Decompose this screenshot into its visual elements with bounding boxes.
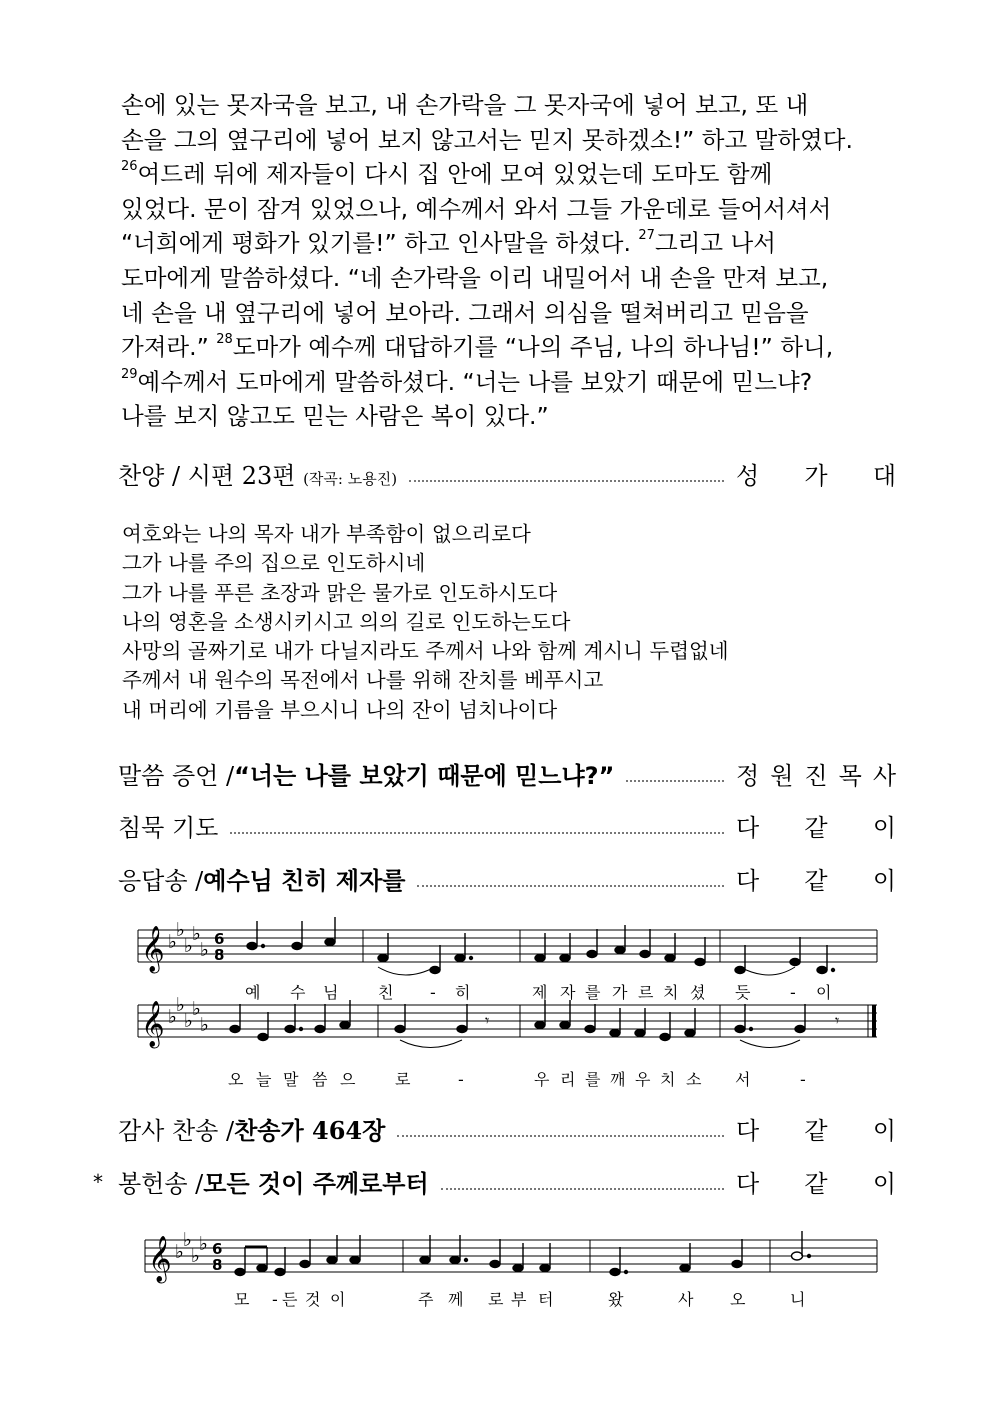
offering-lyrics bbox=[234, 1290, 805, 1309]
performer-char: 원 bbox=[770, 761, 794, 790]
scripture-text: 손을 그의 옆구리에 넣어 보지 않고서는 믿지 못하겠소!” 하고 말하였다. bbox=[121, 125, 853, 154]
svg-text:왔: 왔 bbox=[608, 1290, 624, 1309]
svg-text:것: 것 bbox=[305, 1290, 321, 1309]
svg-text:자: 자 bbox=[560, 983, 576, 1002]
scripture-text: 손에 있는 못자국을 보고, 내 손가락을 그 못자국에 넣어 보고, 또 내 bbox=[121, 91, 809, 119]
svg-text:이: 이 bbox=[330, 1290, 346, 1309]
svg-text:를: 를 bbox=[585, 1070, 601, 1089]
performer-char: 성 bbox=[736, 461, 760, 490]
performer-char: 다 bbox=[736, 813, 760, 842]
response-lyrics-line-2 bbox=[228, 1070, 806, 1089]
order-row-thanks-hymn bbox=[118, 1108, 896, 1148]
response-song-score bbox=[0, 905, 992, 1105]
svg-text:모: 모 bbox=[234, 1290, 250, 1309]
scripture-text: 나를 보지 않고도 믿는 사람은 복이 있다.” bbox=[121, 402, 549, 431]
svg-text:치: 치 bbox=[663, 983, 679, 1002]
svg-text:♭: ♭ bbox=[199, 1233, 208, 1255]
notes-system-2 bbox=[230, 1000, 805, 1041]
svg-text:♭: ♭ bbox=[176, 919, 185, 941]
time-signature-bottom: 8 bbox=[214, 946, 225, 964]
svg-text:셨: 셨 bbox=[690, 983, 706, 1002]
response-title: 예수님 친히 제자를 bbox=[203, 865, 406, 895]
psalm-line: 사망의 골짜기로 내가 다닐지라도 주께서 나와 함께 계시니 두렵없네 bbox=[122, 639, 729, 664]
svg-text:든: 든 bbox=[282, 1290, 298, 1309]
svg-text:♭: ♭ bbox=[191, 1245, 200, 1267]
sermon-preacher bbox=[736, 756, 896, 791]
scripture-line-9 bbox=[121, 365, 881, 400]
svg-text:를: 를 bbox=[585, 983, 601, 1002]
verse-number: 27 bbox=[638, 228, 655, 244]
scripture-line-7 bbox=[121, 296, 881, 331]
verse-number: 29 bbox=[121, 366, 138, 382]
svg-text:말: 말 bbox=[283, 1070, 299, 1089]
performer-char: 가 bbox=[804, 461, 828, 490]
svg-text:부: 부 bbox=[511, 1290, 527, 1309]
scripture-line-3 bbox=[121, 157, 881, 192]
svg-text:히: 히 bbox=[455, 983, 471, 1002]
scripture-text: 가져라.” bbox=[121, 333, 217, 362]
treble-clef-icon: 𝄞 bbox=[148, 1236, 172, 1282]
performer-char: 같 bbox=[804, 813, 828, 842]
treble-clef-icon: 𝄞 bbox=[141, 1001, 165, 1047]
svg-text:♭: ♭ bbox=[168, 1006, 177, 1028]
performer-char: 다 bbox=[736, 1169, 760, 1198]
svg-text:듯: 듯 bbox=[735, 983, 751, 1002]
svg-text:-: - bbox=[800, 1070, 806, 1089]
svg-text:치: 치 bbox=[660, 1070, 676, 1089]
performer-char: 이 bbox=[872, 813, 896, 842]
leader-dots bbox=[409, 480, 724, 482]
svg-text:제: 제 bbox=[532, 983, 548, 1002]
svg-text:우: 우 bbox=[635, 1070, 651, 1089]
notes-offering bbox=[235, 1231, 811, 1276]
svg-text:♭: ♭ bbox=[184, 1010, 193, 1032]
response-performer bbox=[736, 861, 896, 896]
svg-text:♭: ♭ bbox=[175, 1241, 184, 1263]
key-signature-flats bbox=[168, 919, 209, 1036]
svg-text:르: 르 bbox=[638, 983, 654, 1002]
performer-char: 다 bbox=[736, 866, 760, 895]
svg-text:로: 로 bbox=[395, 1070, 411, 1089]
verse-number: 28 bbox=[216, 332, 233, 348]
anthem-performer bbox=[736, 456, 896, 491]
svg-text:이: 이 bbox=[816, 983, 832, 1002]
response-lyrics-line-1 bbox=[245, 983, 831, 1002]
svg-text:♭: ♭ bbox=[184, 935, 193, 957]
key-signature-flats bbox=[175, 1229, 208, 1267]
leader-dots bbox=[397, 1135, 724, 1137]
thanks-hymn-label: 감사 찬송 / bbox=[118, 1116, 235, 1145]
svg-text:수: 수 bbox=[290, 983, 306, 1002]
svg-text:으: 으 bbox=[340, 1070, 356, 1089]
time-signature-bottom: 8 bbox=[212, 1256, 223, 1274]
scripture-line-8 bbox=[121, 330, 881, 365]
svg-text:오: 오 bbox=[730, 1290, 746, 1309]
offering-label: 봉헌송 / bbox=[118, 1169, 204, 1198]
verse-number: 26 bbox=[121, 159, 138, 175]
scripture-text: 여드레 뒤에 제자들이 다시 집 안에 모여 있었는데 도마도 함께 bbox=[137, 160, 773, 189]
performer-char: 이 bbox=[872, 1169, 896, 1198]
scripture-text: 도마가 예수께 대답하기를 “나의 주님, 나의 하나님!” 하니, bbox=[232, 333, 834, 362]
svg-text:가: 가 bbox=[612, 983, 628, 1002]
scripture-line-6 bbox=[121, 261, 881, 296]
order-row-anthem bbox=[118, 453, 896, 493]
performer-char: 목 bbox=[838, 761, 862, 790]
scripture-line-4 bbox=[121, 192, 881, 227]
anthem-label: 찬양 / 시편 23편 bbox=[118, 461, 296, 490]
thanks-hymn-title: 찬송가 464장 bbox=[234, 1115, 386, 1145]
performer-char: 사 bbox=[872, 761, 896, 790]
performer-char: 같 bbox=[804, 1116, 828, 1145]
psalm-line: 내 머리에 기름을 부으시니 나의 잔이 넘치나이다 bbox=[122, 697, 558, 722]
leader-dots bbox=[230, 832, 724, 834]
psalm-line: 여호와는 나의 목자 내가 부족함이 없으리로다 bbox=[122, 522, 531, 546]
svg-text:주: 주 bbox=[418, 1290, 434, 1309]
svg-text:예: 예 bbox=[245, 983, 261, 1002]
anthem-composer-note: (작곡: 노용진) bbox=[303, 469, 398, 488]
leader-dots bbox=[626, 780, 724, 782]
prayer-label: 침묵 기도 bbox=[118, 813, 219, 842]
sermon-label: 말씀 증언 / bbox=[118, 761, 235, 790]
offering-song-score bbox=[0, 1215, 992, 1325]
svg-text:서: 서 bbox=[735, 1070, 751, 1089]
performer-char: 정 bbox=[736, 761, 760, 790]
psalm-line: 그가 나를 푸른 초장과 맑은 물가로 인도하시도다 bbox=[122, 580, 558, 605]
svg-text:니: 니 bbox=[790, 1290, 806, 1309]
svg-text:♭: ♭ bbox=[192, 923, 201, 945]
leader-dots bbox=[417, 885, 724, 887]
scripture-line-1 bbox=[121, 88, 881, 123]
time-signature-top: 6 bbox=[212, 1240, 223, 1258]
offering-title: 모든 것이 주께로부터 bbox=[203, 1168, 429, 1198]
scripture-text: “너희에게 평화가 있기를!” 하고 인사말을 하셨다. bbox=[121, 229, 639, 258]
svg-text:늘: 늘 bbox=[256, 1070, 272, 1089]
psalm-lyrics bbox=[122, 520, 729, 725]
scripture-passage bbox=[121, 88, 881, 434]
performer-char: 이 bbox=[872, 1116, 896, 1145]
psalm-line: 그가 나를 주의 집으로 인도하시네 bbox=[122, 551, 426, 576]
svg-text:친: 친 bbox=[378, 983, 394, 1002]
performer-char: 다 bbox=[736, 1116, 760, 1145]
svg-text:소: 소 bbox=[686, 1070, 702, 1089]
order-row-sermon bbox=[118, 753, 896, 793]
svg-text:♭: ♭ bbox=[168, 931, 177, 953]
svg-text:씀: 씀 bbox=[312, 1070, 328, 1089]
scripture-line-10 bbox=[121, 399, 881, 434]
svg-text:오: 오 bbox=[228, 1070, 244, 1089]
psalm-line: 나의 영혼을 소생시키시고 의의 길로 인도하는도다 bbox=[122, 609, 571, 634]
svg-text:-: - bbox=[272, 1290, 278, 1309]
scripture-line-2 bbox=[121, 123, 881, 158]
svg-text:♭: ♭ bbox=[192, 998, 201, 1020]
svg-text:우: 우 bbox=[534, 1070, 550, 1089]
svg-text:사: 사 bbox=[678, 1290, 694, 1309]
scripture-text: 그리고 나서 bbox=[654, 229, 776, 258]
svg-text:♭: ♭ bbox=[176, 994, 185, 1016]
prayer-performer bbox=[736, 808, 896, 843]
svg-text:깨: 깨 bbox=[610, 1070, 626, 1089]
svg-text:♭: ♭ bbox=[200, 1014, 209, 1036]
svg-text:터: 터 bbox=[538, 1290, 554, 1309]
order-row-response bbox=[118, 858, 896, 898]
scripture-line-5 bbox=[121, 226, 881, 261]
scripture-text: 있었다. 문이 잠겨 있었으나, 예수께서 와서 그들 가운데로 들어서셔서 bbox=[121, 194, 832, 223]
performer-char: 이 bbox=[872, 866, 896, 895]
svg-text:께: 께 bbox=[448, 1290, 464, 1309]
rest-icon: 𝄾 bbox=[835, 1011, 840, 1030]
svg-text:-: - bbox=[790, 983, 796, 1002]
rest-icon: 𝄾 bbox=[485, 1011, 490, 1030]
sermon-title: “너는 나를 보았기 때문에 믿느냐?” bbox=[234, 761, 615, 790]
svg-text:♭: ♭ bbox=[200, 939, 209, 961]
standing-mark: * bbox=[93, 1170, 103, 1194]
response-label: 응답송 / bbox=[118, 866, 204, 895]
performer-char: 같 bbox=[804, 866, 828, 895]
order-row-offering bbox=[118, 1161, 896, 1201]
time-signature-top: 6 bbox=[214, 930, 225, 948]
psalm-line: 주께서 내 원수의 목전에서 나를 위해 잔치를 베푸시고 bbox=[122, 668, 604, 693]
scripture-text: 도마에게 말씀하셨다. “네 손가락을 이리 내밀어서 내 손을 만져 보고, bbox=[121, 263, 829, 292]
performer-char: 진 bbox=[804, 761, 828, 790]
svg-text:-: - bbox=[430, 983, 436, 1002]
svg-text:♭: ♭ bbox=[183, 1229, 192, 1251]
scripture-text: 네 손을 내 옆구리에 넣어 보아라. 그래서 의심을 떨쳐버리고 믿음을 bbox=[121, 298, 809, 327]
svg-text:리: 리 bbox=[560, 1070, 576, 1089]
order-row-prayer bbox=[118, 805, 896, 845]
thanks-hymn-performer bbox=[736, 1111, 896, 1146]
performer-char: 같 bbox=[804, 1169, 828, 1198]
svg-text:-: - bbox=[458, 1070, 464, 1089]
leader-dots bbox=[441, 1188, 724, 1190]
treble-clef-icon: 𝄞 bbox=[141, 926, 165, 972]
svg-text:로: 로 bbox=[488, 1290, 504, 1309]
performer-char: 대 bbox=[872, 461, 896, 490]
notes-system-1 bbox=[247, 917, 835, 974]
offering-performer bbox=[736, 1164, 896, 1199]
svg-text:님: 님 bbox=[323, 983, 339, 1002]
scripture-text: 예수께서 도마에게 말씀하셨다. “너는 나를 보았기 때문에 믿느냐? bbox=[137, 367, 813, 396]
